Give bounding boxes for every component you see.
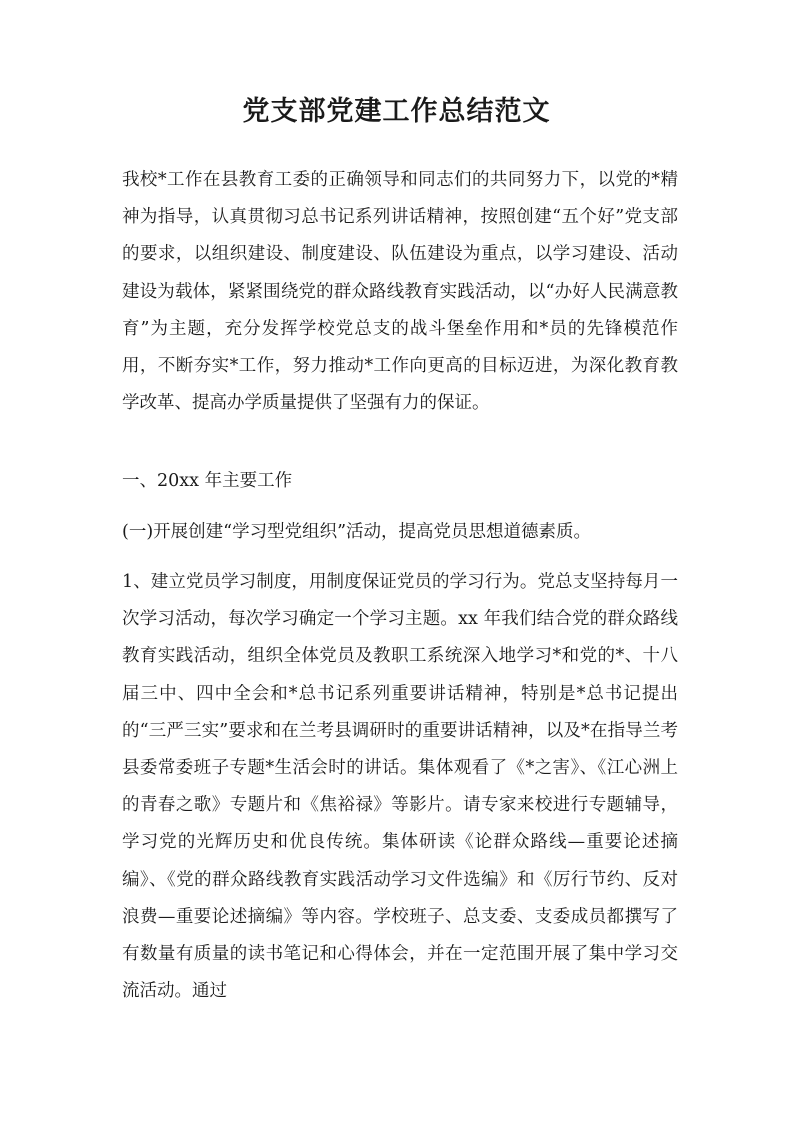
document-title: 党支部党建工作总结范文	[242, 96, 551, 127]
intro-paragraph: 我校*工作在县教育工委的正确领导和同志们的共同努力下，以党的*精神为指导，认真贯彻习总书记系列讲话精神，按照创建“五个好”党支部的要求，以组织建设、制度建设、队伍建设为重点，以学习建设、活动建设为载体，紧紧围绕党的群众路线教育实践活动，以“办好人民满意教育”为主题，充分发挥学校党总支的战斗堡垒作用和*员的先锋模范作用，不断夯实*工作，努力推动*工作向更高的目标迈进，为深化教育教学改革、提高办学质量提供了坚强有力的保证。	[122, 170, 678, 414]
item-1-paragraph: 1、建立党员学习制度，用制度保证党员的学习行为。党总支坚持每月一次学习活动，每次学习确定一个学习主题。xx 年我们结合党的群众路线教育实践活动，组织全体党员及教职工系统深入地学习*和党的*、十八届三中、四中全会和*总书记系列重要讲话精神，特别是*总书记提出的“三严三实”要求和在兰考县调研时的重要讲话精神，以及*在指导兰考县委常委班子专题*生活会时的讲话。集体观看了《*之害》、《江心洲上的青春之歌》专题片和《焦裕禄》等影片。请专家来校进行专题辅导，学习党的光辉历史和优良传统。集体研读《论群众路线—重要论述摘编》、《党的群众路线教育实践活动学习文件选编》和《厉行节约、反对浪费—重要论述摘编》等内容。学校班子、总支委、支委成员都撰写了有数量有质量的读书笔记和心得体会，并在一定范围开展了集中学习交流活动。通过	[122, 572, 678, 1002]
section-heading: 一、20xx 年主要工作	[122, 471, 293, 491]
subsection-heading: (一)开展创建“学习型党组织”活动，提高党员思想道德素质。	[122, 522, 592, 542]
